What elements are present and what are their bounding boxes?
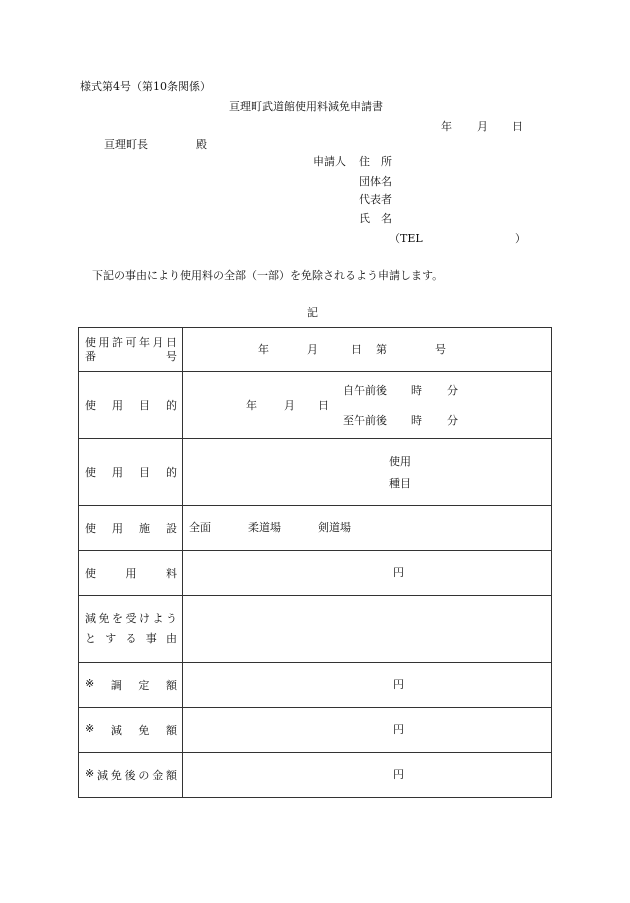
intro-text: 下記の事由により使用料の全部（一部）を免除されるよう申請します。 bbox=[92, 269, 444, 282]
label-permit bbox=[79, 328, 183, 372]
row-usage-datetime bbox=[79, 372, 552, 439]
row-permit bbox=[79, 328, 552, 372]
applicant-address-label: 住 所 bbox=[359, 155, 392, 168]
row-usage-purpose bbox=[79, 439, 552, 506]
date-day-label: 日 bbox=[512, 120, 523, 133]
field-reason[interactable] bbox=[183, 596, 552, 663]
field-usage-purpose[interactable]: 使用 種目 bbox=[183, 439, 552, 506]
label-assessed: ※ 調 定 額 bbox=[79, 663, 183, 708]
applicant-representative-label: 代表者 bbox=[359, 193, 392, 206]
row-facility bbox=[79, 506, 552, 551]
label-fee: 使 用 料 bbox=[79, 551, 183, 596]
date-month-label: 月 bbox=[477, 120, 488, 133]
label-reason bbox=[79, 596, 183, 663]
row-reduction bbox=[79, 708, 552, 753]
field-after[interactable]: 円 bbox=[183, 753, 552, 798]
ki-heading: 記 bbox=[307, 306, 318, 319]
tel-close: ） bbox=[515, 232, 526, 245]
row-fee bbox=[79, 551, 552, 596]
honorific: 殿 bbox=[196, 138, 207, 151]
field-assessed[interactable]: 円 bbox=[183, 663, 552, 708]
document-title: 亘理町武道館使用料減免申請書 bbox=[229, 100, 383, 113]
label-reason-line2: と す る 事 由 bbox=[85, 632, 177, 645]
row-reason bbox=[79, 596, 552, 663]
applicant-group-label: 団体名 bbox=[359, 175, 392, 188]
tel-open: （TEL bbox=[389, 232, 423, 245]
addressee: 亘理町長 bbox=[104, 138, 148, 151]
label-after: ※ 減 免 後 の 金 額 bbox=[79, 753, 183, 798]
applicant-label: 申請人 bbox=[313, 155, 346, 168]
form-number: 様式第4号（第10条関係） bbox=[80, 80, 211, 93]
application-form-table bbox=[78, 327, 552, 798]
label-facility: 使 用 施 設 bbox=[79, 506, 183, 551]
label-usage-purpose: 使 用 目 的 bbox=[79, 439, 183, 506]
field-usage-datetime[interactable]: 年 月 日 自午前後 時 分 至午前後 時 分 bbox=[183, 372, 552, 439]
field-reduction[interactable]: 円 bbox=[183, 708, 552, 753]
row-assessed bbox=[79, 663, 552, 708]
date-year-label: 年 bbox=[441, 120, 452, 133]
label-permit-line1: 使 用 許 可 年 月 日 bbox=[85, 335, 177, 349]
applicant-name-label: 氏 名 bbox=[359, 212, 392, 225]
field-fee[interactable]: 円 bbox=[183, 551, 552, 596]
row-after bbox=[79, 753, 552, 798]
label-permit-line2: 番 号 bbox=[85, 349, 177, 363]
label-usage-datetime: 使 用 目 的 bbox=[79, 372, 183, 439]
label-reason-line1: 減 免 を 受 け よ う bbox=[85, 612, 177, 625]
field-facility[interactable]: 全面 柔道場 剣道場 bbox=[183, 506, 552, 551]
field-permit[interactable]: 年 月 日 第 号 bbox=[183, 328, 552, 372]
label-reduction: ※ 減 免 額 bbox=[79, 708, 183, 753]
